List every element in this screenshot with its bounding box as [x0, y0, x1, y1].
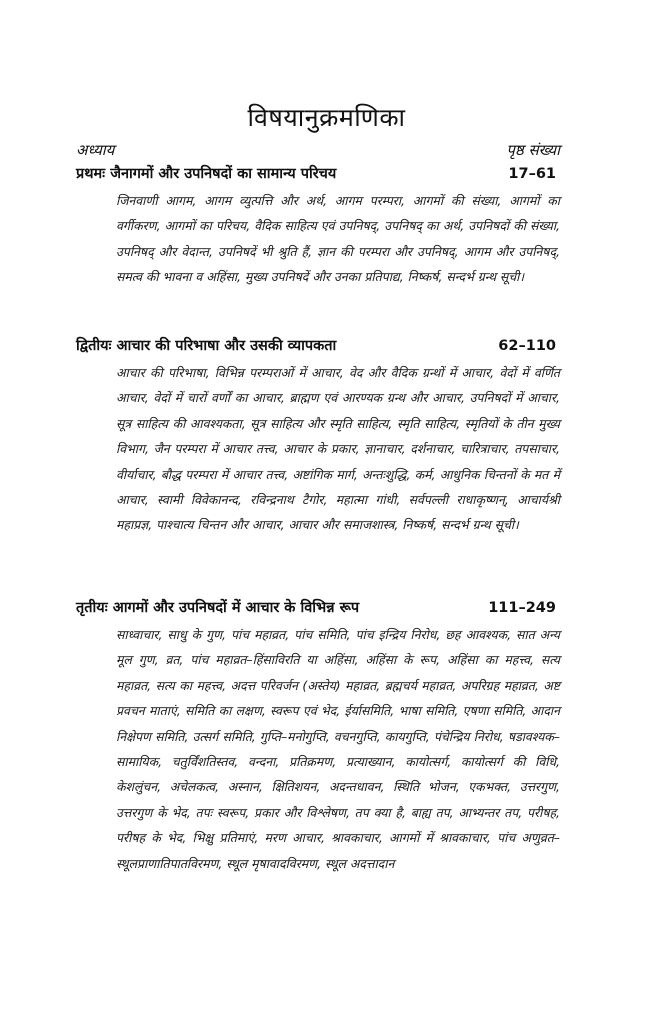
chapter-page-range: 17–61 — [508, 166, 556, 182]
page-title: विषयानुक्रमणिका — [247, 103, 406, 132]
column-headers — [76, 140, 560, 160]
chapter-heading — [76, 598, 359, 618]
page-number-column-label: पृष्ठ संख्या — [506, 141, 560, 159]
chapter-column-label: अध्याय — [76, 141, 115, 159]
chapter-topics: आचार की परिभाषा, विभिन्न परम्पराओं में आचार, वेद और वैदिक ग्रन्थों में आचार, वेदों में वर्णित आचार, वेदों में चारों वर्णों का आचार, ब्राह्मण एवं आरण्यक ग्रन्थ और आचार, उपनिषदों में आचार, सूत्र साहित्य की आवश्यकता, सूत्र साहित्य और स्मृति साहित्य, स्मृति साहित्य, स्मृतियों के तीन मुख्य विभाग, जैन परम्परा में आचार तत्त्व, आचार के प्रकार, ज्ञानाचार, दर्शनाचार, चारित्राचार, तपसाचार, वीर्याचार, बौद्ध परम्परा में आचार तत्त्व, अष्टांगिक मार्ग, अन्तःशुद्धि, कर्म, आधुनिक चिन्तनों के मत में आचार, स्वामी विवेकानन्द, रविन्द्रनाथ टैगोर, महात्मा गांधी, सर्वपल्ली राधाकृष्णन्, आचार्यश्री महाप्रज्ञ, पाश्चात्य चिन्तन और आचार, आचार और समाजशास्त्र, निष्कर्ष, सन्दर्भ ग्रन्थ सूची। — [116, 365, 560, 533]
chapter-heading-row — [76, 336, 560, 356]
chapter-label: तृतीयः — [76, 600, 108, 616]
chapter-heading-row — [76, 598, 560, 618]
chapter-title: आगमों और उपनिषदों में आचार के विभिन्न रूप — [112, 600, 360, 616]
chapter-topics: जिनवाणी आगम, आगम व्युत्पत्ति और अर्थ, आगम परम्परा, आगमों की संख्या, आगमों का वर्गीकरण, आगमों का परिचय, वैदिक साहित्य एवं उपनिषद्, उपनिषद् का अर्थ, उपनिषदों की संख्या, उपनिषद् और वेदान्त, उपनिषदें भी श्रुति हैं, ज्ञान की परम्परा और उपनिषद्, आगम और उपनिषद्, समत्व की भावना व अहिंसा, मुख्य उपनिषदें और उनका प्रतिपाद्य, निष्कर्ष, सन्दर्भ ग्रन्थ सूची। — [116, 193, 560, 285]
chapter-label: प्रथमः — [76, 166, 106, 182]
chapter-heading — [76, 336, 336, 356]
chapter-entry-2 — [76, 336, 560, 538]
chapter-entry-3 — [76, 598, 560, 876]
chapter-title: जैनागमों और उपनिषदों का सामान्य परिचय — [110, 166, 337, 182]
chapter-heading-row — [76, 164, 560, 184]
chapter-entry-1 — [76, 164, 560, 290]
chapter-page-range: 111–249 — [488, 600, 556, 616]
chapter-topics: साध्वाचार, साधु के गुण, पांच महाव्रत, पांच समिति, पांच इन्द्रिय निरोध, छह आवश्यक, सात अन्य मूल गुण, व्रत, पांच महाव्रत–हिंसाविरति या अहिंसा, अहिंसा के रूप, अहिंसा का महत्त्व, सत्य महाव्रत, सत्य का महत्त्व, अदत्त परिवर्जन (अस्तेय) महाव्रत, ब्रह्मचर्य महाव्रत, अपरिग्रह महाव्रत, अष्ट प्रवचन माताएं, समिति का लक्षण, स्वरूप एवं भेद, ईर्यासमिति, भाषा समिति, एषणा समिति, आदान निक्षेपण समिति, उत्सर्ग समिति, गुप्ति–मनोगुप्ति, वचनगुप्ति, कायगुप्ति, पंचेन्द्रिय निरोध, षडावश्यक–सामायिक, चतुर्विंशतिस्तव, वन्दना, प्रतिक्रमण, प्रत्याख्यान, कायोत्सर्ग, कायोत्सर्ग की विधि, केशलुंचन, अचेलकत्व, अस्नान, क्षितिशयन, अदन्तधावन, स्थिति भोजन, एकभक्त, उत्तरगुण, उत्तरगुण के भेद, तपः स्वरूप, प्रकार और विश्लेषण, तप क्या है, बाह्य तप, आभ्यन्तर तप, परीषह, परीषह के भेद, भिक्षु प्रतिमाएं, मरण आचार, श्रावकाचार, आगमों में श्रावकाचार, पांच अणुव्रत– स्थूलप्राणातिपातविरमण, स्थूल मृषावादविरमण, स्थूल अदत्तादान — [116, 627, 560, 871]
chapter-heading — [76, 164, 336, 184]
chapter-page-range: 62–110 — [498, 338, 556, 354]
chapter-label: द्वितीयः — [76, 338, 112, 354]
chapter-title: आचार की परिभाषा और उसकी व्यापकता — [116, 338, 337, 354]
